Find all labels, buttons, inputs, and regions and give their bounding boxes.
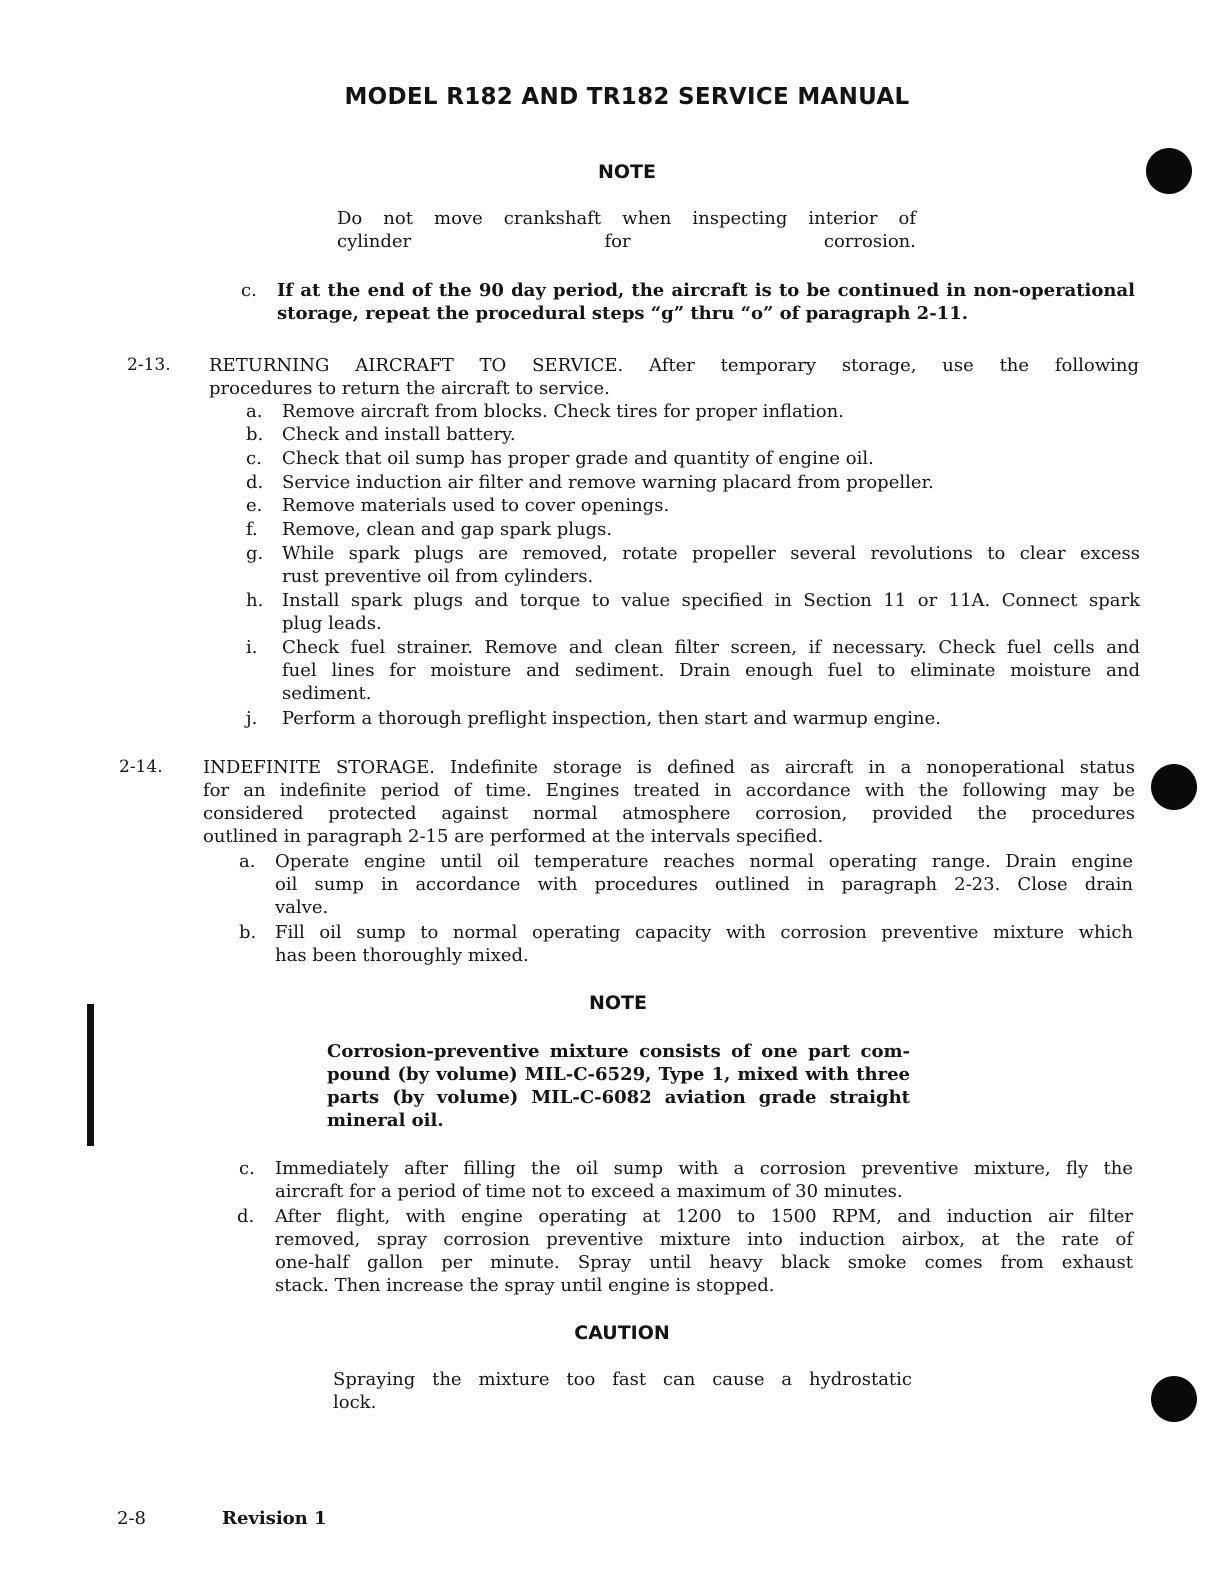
note-line: parts (by volume) MIL-C-6082 aviation grade straight — [327, 1087, 910, 1108]
item-label: i. — [246, 637, 258, 658]
item-label: e. — [246, 495, 263, 516]
item-line: Immediately after filling the oil sump with a corrosion preventive mixture, fly the — [275, 1158, 1133, 1179]
item-line: stack. Then increase the spray until engine is stopped. — [275, 1275, 775, 1296]
item-line: oil sump in accordance with procedures outlined in paragraph 2-23. Close drain — [275, 874, 1133, 895]
note-line: mineral oil. — [327, 1110, 444, 1131]
revision-label: Revision 1 — [222, 1508, 327, 1529]
item-text — [275, 1157, 1133, 1203]
note-line: pound (by volume) MIL-C-6529, Type 1, mixed with three — [327, 1064, 910, 1085]
note-line: cylinder for corrosion. — [337, 231, 916, 252]
item-text — [282, 400, 1140, 423]
paragraph-line: INDEFINITE STORAGE. Indefinite storage is defined as aircraft in a nonoperational status — [203, 757, 1135, 778]
paragraph-number: 2-13. — [127, 355, 171, 375]
paragraph-text — [209, 354, 1139, 400]
item-label: b. — [239, 922, 257, 943]
item-label: g. — [246, 543, 264, 564]
item-label: h. — [246, 590, 264, 611]
note-heading: NOTE — [589, 992, 647, 1014]
item-line: Check fuel strainer. Remove and clean filter screen, if necessary. Check fuel cells and — [282, 637, 1140, 658]
item-line: valve. — [275, 897, 329, 918]
paragraph-line: considered protected against normal atmosphere corrosion, provided the procedures — [203, 803, 1135, 824]
item-label: a. — [246, 401, 263, 422]
item-line: Service induction air filter and remove warning placard from propeller. — [282, 472, 934, 493]
caution-line: lock. — [333, 1392, 377, 1413]
item-label: a. — [239, 851, 256, 872]
item-text — [282, 707, 1140, 730]
binder-hole-top — [1146, 148, 1192, 194]
item-line: plug leads. — [282, 613, 382, 634]
item-label: f. — [246, 519, 258, 540]
item-text — [282, 447, 1140, 470]
item-line: Fill oil sump to normal operating capacity with corrosion preventive mixture which — [275, 922, 1133, 943]
item-text — [275, 1205, 1133, 1297]
binder-hole-bottom — [1151, 1376, 1197, 1422]
item-text — [282, 636, 1140, 705]
item-text — [275, 850, 1133, 919]
item-line: If at the end of the 90 day period, the aircraft is to be continued in non-operational — [277, 280, 1135, 301]
item-line: Perform a thorough preflight inspection, then start and warmup engine. — [282, 708, 942, 729]
caution-line: Spraying the mixture too fast can cause a hydrostatic — [333, 1369, 912, 1390]
change-bar — [87, 1004, 94, 1146]
caution-heading: CAUTION — [574, 1322, 670, 1344]
item-line: one-half gallon per minute. Spray until heavy black smoke comes from exhaust — [275, 1252, 1133, 1273]
binder-hole-middle — [1151, 764, 1197, 810]
page-number: 2-8 — [117, 1508, 146, 1529]
item-text — [282, 589, 1140, 635]
item-text — [277, 279, 1135, 325]
item-text — [282, 542, 1140, 588]
item-line: After flight, with engine operating at 1200 to 1500 RPM, and induction air filter — [275, 1206, 1133, 1227]
item-line: Remove, clean and gap spark plugs. — [282, 519, 613, 540]
paragraph-number: 2-14. — [119, 757, 163, 777]
caution-text — [333, 1368, 912, 1414]
item-line: Operate engine until oil temperature reaches normal operating range. Drain engine — [275, 851, 1133, 872]
note-line: Corrosion-preventive mixture consists of one part com- — [327, 1041, 910, 1062]
item-line: storage, repeat the procedural steps “g” thru “o” of paragraph 2-11. — [277, 303, 968, 324]
item-label: c. — [246, 448, 262, 469]
item-line: rust preventive oil from cylinders. — [282, 566, 594, 587]
item-label: c. — [239, 1158, 255, 1179]
page-title: MODEL R182 AND TR182 SERVICE MANUAL — [344, 84, 910, 110]
item-text — [282, 471, 1140, 494]
item-label: c. — [241, 280, 257, 301]
item-label: j. — [246, 708, 258, 729]
item-line: Install spark plugs and torque to value specified in Section 11 or 11A. Connect spark — [282, 590, 1140, 611]
note-heading: NOTE — [598, 161, 656, 183]
note-line: Do not move crankshaft when inspecting interior of — [337, 208, 916, 229]
item-line: Check that oil sump has proper grade and quantity of engine oil. — [282, 448, 874, 469]
item-line: Remove aircraft from blocks. Check tires for proper inflation. — [282, 401, 844, 422]
item-label: d. — [237, 1206, 255, 1227]
paragraph-text — [203, 756, 1135, 848]
item-label: b. — [246, 424, 264, 445]
item-line: aircraft for a period of time not to exceed a maximum of 30 minutes. — [275, 1181, 903, 1202]
item-text — [282, 494, 1140, 517]
item-line: sediment. — [282, 683, 372, 704]
paragraph-line: outlined in paragraph 2-15 are performed at the intervals specified. — [203, 826, 824, 847]
paragraph-line: procedures to return the aircraft to service. — [209, 378, 610, 399]
item-line: removed, spray corrosion preventive mixture into induction airbox, at the rate of — [275, 1229, 1133, 1250]
paragraph-line: RETURNING AIRCRAFT TO SERVICE. After temporary storage, use the following — [209, 355, 1139, 376]
note-text — [327, 1040, 910, 1132]
item-text — [282, 518, 1140, 541]
item-line: Check and install battery. — [282, 424, 516, 445]
item-text — [282, 423, 1140, 446]
item-line: has been thoroughly mixed. — [275, 945, 529, 966]
item-label: d. — [246, 472, 264, 493]
item-line: fuel lines for moisture and sediment. Drain enough fuel to eliminate moisture and — [282, 660, 1140, 681]
item-line: While spark plugs are removed, rotate propeller several revolutions to clear excess — [282, 543, 1140, 564]
item-text — [275, 921, 1133, 967]
item-line: Remove materials used to cover openings. — [282, 495, 670, 516]
note-text — [337, 207, 916, 253]
paragraph-line: for an indefinite period of time. Engines treated in accordance with the following may be — [203, 780, 1135, 801]
